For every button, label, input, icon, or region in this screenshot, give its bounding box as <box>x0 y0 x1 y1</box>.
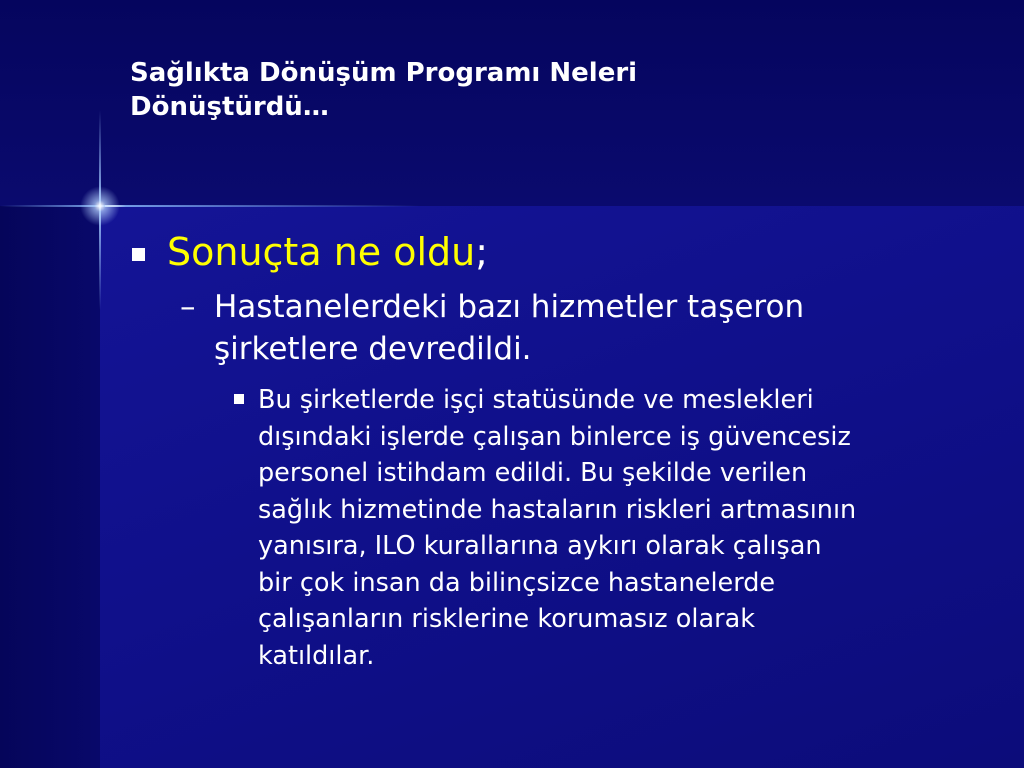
slide-title <box>130 56 990 124</box>
bullet-level-3-text <box>258 382 856 674</box>
dash-bullet: – <box>180 289 196 325</box>
bullet-level-3 <box>234 382 974 674</box>
paragraph-line: sağlık hizmetinde hastaların riskleri artmasının <box>258 494 857 525</box>
paragraph-line: dışındaki işlerde çalışan binlerce iş güvencesiz <box>258 421 851 452</box>
bullet-level-1-text <box>167 228 488 276</box>
bullet-level-2-text <box>214 286 804 370</box>
square-bullet-icon <box>234 394 244 404</box>
paragraph-line: katıldılar. <box>258 640 375 671</box>
paragraph-line: Bu şirketlerde işçi statüsünde ve meslekleri <box>258 385 814 415</box>
paragraph-line: yanısıra, ILO kurallarına aykırı olarak çalışan <box>258 531 822 561</box>
left-band <box>0 206 100 768</box>
slide-title-line-1: Sağlıkta Dönüşüm Programı Neleri <box>130 58 638 88</box>
horizontal-divider-line <box>0 205 420 207</box>
bullet-level-1 <box>132 228 488 276</box>
bullet-level-2-line-1: Hastanelerdeki bazı hizmetler taşeron <box>214 289 805 325</box>
heading-punctuation: ; <box>475 230 489 274</box>
bullet-level-2-line-2: şirketlere devredildi. <box>214 331 532 367</box>
bullet-level-2 <box>180 286 900 370</box>
square-bullet-icon <box>132 248 145 261</box>
star-sparkle-icon <box>80 186 120 226</box>
slide-title-line-2: Dönüştürdü… <box>130 92 329 122</box>
paragraph-line: personel istihdam edildi. Bu şekilde verilen <box>258 458 808 488</box>
paragraph-line: çalışanların risklerine korumasız olarak <box>258 604 755 634</box>
paragraph-line: bir çok insan da bilinçsizce hastanelerde <box>258 567 776 598</box>
heading-text: Sonuçta ne oldu <box>167 230 476 274</box>
